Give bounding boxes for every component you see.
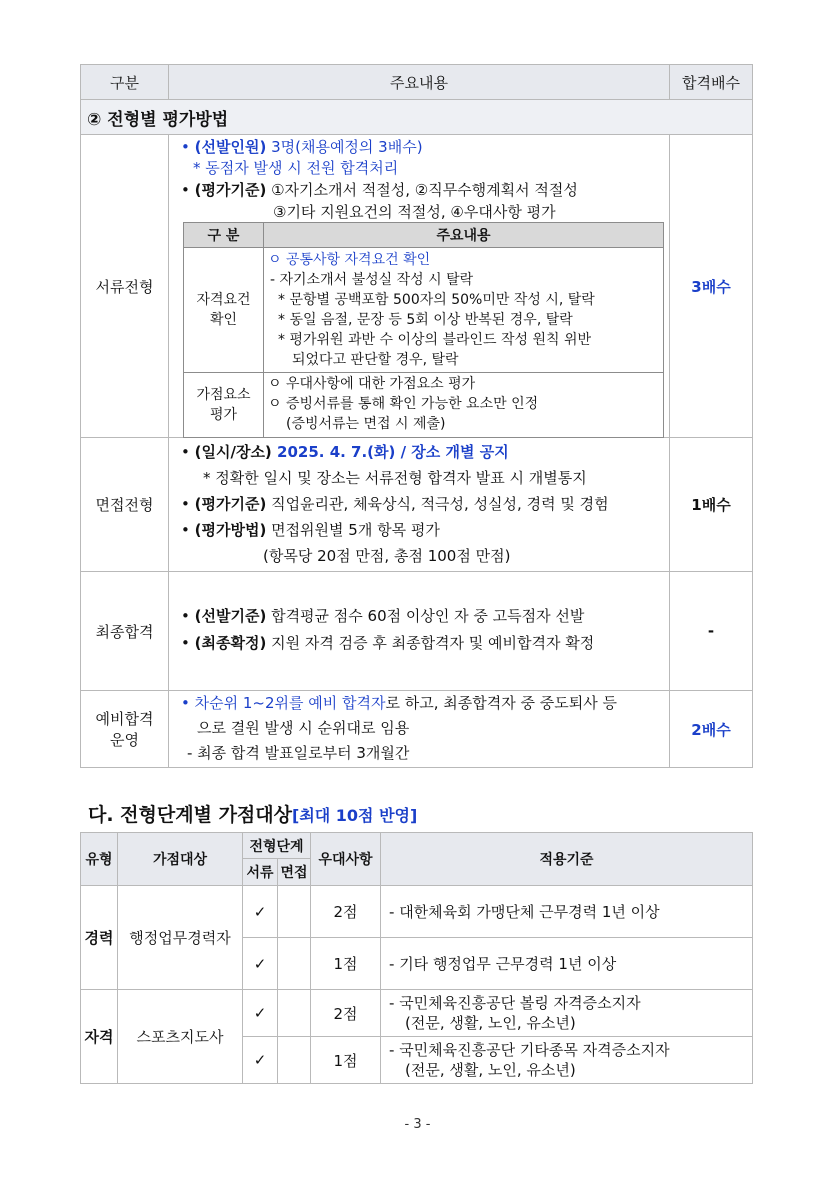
row-final bbox=[81, 572, 753, 691]
check-icon: ✓ bbox=[243, 1037, 278, 1084]
header-type: 유형 bbox=[81, 833, 118, 886]
table-row bbox=[81, 990, 753, 1037]
stage-interview-cell bbox=[278, 990, 311, 1037]
multiple-reserve: 2배수 bbox=[670, 691, 753, 768]
document-criteria-table bbox=[183, 222, 664, 438]
inner-label-qualification: 자격요건 확인 bbox=[184, 248, 264, 373]
bullet-icon: • bbox=[181, 694, 190, 712]
section-title: ② 전형별 평가방법 bbox=[81, 100, 753, 135]
points-cell: 2점 bbox=[311, 886, 381, 938]
row-reserve bbox=[81, 691, 753, 768]
header-content: 주요내용 bbox=[169, 65, 670, 100]
doc-line-3: • (평가기준) ①자기소개서 적절성, ②직무수행계획서 적절성 bbox=[181, 181, 578, 199]
points-cell: 1점 bbox=[311, 938, 381, 990]
row-document-screening bbox=[81, 135, 753, 438]
bullet-icon: • bbox=[181, 521, 190, 539]
multiple-interview: 1배수 bbox=[670, 438, 753, 572]
inner-content-bonus: ㅇ 우대사항에 대한 가점요소 평가 ㅇ 증빙서류를 통해 확인 가능한 요소만 인정 (증빙서류는 면접 시 제출) bbox=[264, 373, 664, 438]
inner-header-category: 구 분 bbox=[184, 223, 264, 248]
interview-line-2: * 정확한 일시 및 장소는 서류전형 합격자 발표 시 개별통지 bbox=[203, 469, 587, 487]
criteria-cell: - 대한체육회 가맹단체 근무경력 1년 이상 bbox=[381, 886, 753, 938]
inner-row-bonus bbox=[184, 373, 664, 438]
page-number: - 3 - bbox=[404, 1117, 431, 1132]
check-icon: ✓ bbox=[243, 938, 278, 990]
header-multiple: 합격배수 bbox=[670, 65, 753, 100]
inner-content-qualification: ㅇ 공통사항 자격요건 확인 - 자기소개서 불성실 작성 시 탈락 * 문항별 공백포함 500자의 50%미만 작성 시, 탈락 * 동일 음절, 문장 등 5회 이상 반복된 경우, 탈락 * 평가위원 과반 수 이상의 블라인드 작성 원칙 위반 되었다고 판단할 경우, 탈락 bbox=[264, 248, 664, 373]
interview-line-1: • (일시/장소) 2025. 4. 7.(화) / 장소 개별 공지 bbox=[181, 443, 509, 461]
final-line-2: • (최종확정) 지원 자격 검증 후 최종합격자 및 예비합격자 확정 bbox=[181, 634, 595, 652]
interview-content bbox=[169, 438, 670, 572]
reserve-content bbox=[169, 691, 670, 768]
reserve-line-1: • 차순위 1~2위를 예비 합격자로 하고, 최종합격자 중 중도퇴사 등 bbox=[181, 694, 617, 712]
header-points: 우대사항 bbox=[311, 833, 381, 886]
table-header-row bbox=[81, 65, 753, 100]
inner-row-qualification bbox=[184, 248, 664, 373]
header-category: 구분 bbox=[81, 65, 169, 100]
final-line-1: • (선발기준) 합격평균 점수 60점 이상인 자 중 고득점자 선발 bbox=[181, 607, 585, 625]
target-sports-instructor: 스포츠지도사 bbox=[118, 990, 243, 1084]
final-content bbox=[169, 572, 670, 691]
header-stage-doc: 서류 bbox=[243, 859, 278, 886]
check-icon: ✓ bbox=[243, 990, 278, 1037]
interview-line-3: • (평가기준) 직업윤리관, 체육상식, 적극성, 성실성, 경력 및 경험 bbox=[181, 495, 609, 513]
header-target: 가점대상 bbox=[118, 833, 243, 886]
criteria-cell: - 국민체육진흥공단 기타종목 자격증소지자 (전문, 생활, 노인, 유소년) bbox=[381, 1037, 753, 1084]
type-career: 경력 bbox=[81, 886, 118, 990]
row-label-document: 서류전형 bbox=[81, 135, 169, 438]
table-row bbox=[81, 886, 753, 938]
type-certificate: 자격 bbox=[81, 990, 118, 1084]
multiple-final: - bbox=[670, 572, 753, 691]
section-row bbox=[81, 100, 753, 135]
row-interview bbox=[81, 438, 753, 572]
bullet-icon: • bbox=[181, 607, 190, 625]
doc-line-2: * 동점자 발생 시 전원 합격처리 bbox=[193, 159, 399, 177]
interview-line-4: • (평가방법) 면접위원별 5개 항목 평가 bbox=[181, 521, 440, 539]
inner-label-bonus: 가점요소 평가 bbox=[184, 373, 264, 438]
criteria-cell: - 국민체육진흥공단 볼링 자격증소지자 (전문, 생활, 노인, 유소년) bbox=[381, 990, 753, 1037]
bullet-icon: • bbox=[181, 443, 190, 461]
interview-line-5: (항목당 20점 만점, 총점 100점 만점) bbox=[263, 547, 511, 565]
row-label-final: 최종합격 bbox=[81, 572, 169, 691]
stage-interview-cell bbox=[278, 886, 311, 938]
inner-header-row bbox=[184, 223, 664, 248]
bullet-icon: • bbox=[181, 634, 190, 652]
stage-interview-cell bbox=[278, 1037, 311, 1084]
document-content bbox=[169, 135, 670, 438]
row-label-reserve: 예비합격 운영 bbox=[81, 691, 169, 768]
bonus-section-title: 다. 전형단계별 가점대상[최대 10점 반영] bbox=[88, 804, 418, 826]
bonus-table bbox=[80, 832, 753, 1084]
bonus-section-subtitle: [최대 10점 반영] bbox=[292, 806, 418, 825]
bullet-icon: • bbox=[181, 138, 190, 156]
bullet-icon: • bbox=[181, 495, 190, 513]
stage-interview-cell bbox=[278, 938, 311, 990]
reserve-line-2: 으로 결원 발생 시 순위대로 임용 bbox=[197, 719, 410, 737]
criteria-cell: - 기타 행정업무 근무경력 1년 이상 bbox=[381, 938, 753, 990]
target-admin: 행정업무경력자 bbox=[118, 886, 243, 990]
header-criteria: 적용기준 bbox=[381, 833, 753, 886]
header-stage: 전형단계 bbox=[243, 833, 311, 859]
points-cell: 1점 bbox=[311, 1037, 381, 1084]
reserve-line-3: - 최종 합격 발표일로부터 3개월간 bbox=[187, 744, 410, 762]
doc-line-1: • (선발인원) 3명(채용예정의 3배수) bbox=[181, 138, 423, 156]
points-cell: 2점 bbox=[311, 990, 381, 1037]
evaluation-method-table bbox=[80, 64, 753, 768]
doc-line-4: ③기타 지원요건의 적절성, ④우대사항 평가 bbox=[273, 203, 556, 221]
check-icon: ✓ bbox=[243, 886, 278, 938]
multiple-document: 3배수 bbox=[670, 135, 753, 438]
row-label-interview: 면접전형 bbox=[81, 438, 169, 572]
bonus-header-row-1 bbox=[81, 833, 753, 859]
header-stage-interview: 면접 bbox=[278, 859, 311, 886]
inner-header-content: 주요내용 bbox=[264, 223, 664, 248]
bullet-icon: • bbox=[181, 181, 190, 199]
